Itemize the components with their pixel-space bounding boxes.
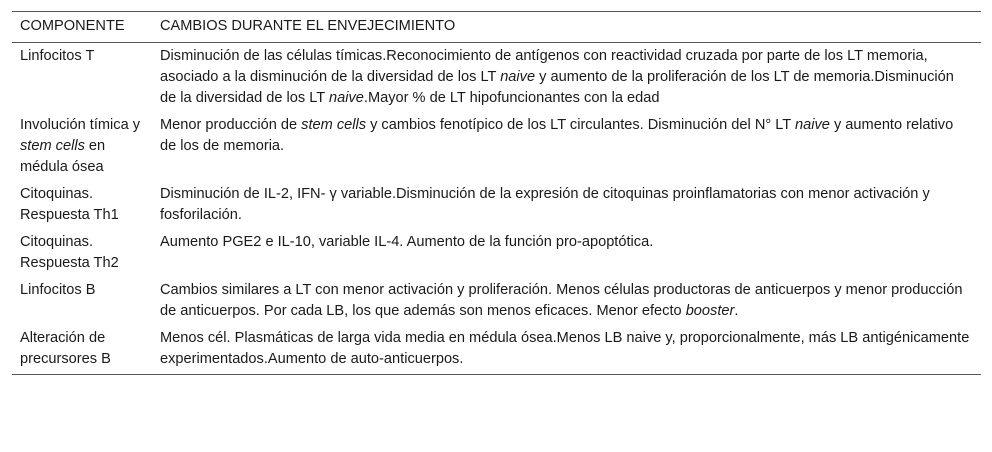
cell-text: .Mayor % de LT hipofuncionantes con la edad — [363, 90, 660, 106]
changes-cell — [152, 111, 981, 180]
table-row — [12, 111, 981, 180]
data-table — [12, 11, 981, 375]
table-row — [12, 324, 981, 375]
cell-text: Cambios similares a LT con menor activación y proliferación. Menos células productoras de anticuerpos y menor producción de anticuerpos. Por cada LB, los que además son menos eficaces. Menor efecto — [160, 282, 963, 319]
cell-text: Citoquinas. Respuesta Th2 — [20, 234, 119, 271]
component-cell — [12, 43, 152, 112]
table-row — [12, 180, 981, 228]
cell-text: en médula ósea — [20, 138, 106, 175]
cell-text: Linfocitos B — [20, 282, 96, 298]
table-row — [12, 276, 981, 324]
italic-text: stem cells — [301, 117, 367, 133]
cell-text: Menos cél. Plasmáticas de larga vida media en médula ósea.Menos LB naive y, proporcionalmente, más LB antigénicamente experimentados.Aumento de auto-anticuerpos. — [160, 330, 970, 367]
changes-cell — [152, 276, 981, 324]
column-header-cambios: CAMBIOS DURANTE EL ENVEJECIMIENTO — [160, 18, 456, 34]
component-cell — [12, 276, 152, 324]
cell-text: Menor producción de — [160, 117, 302, 133]
component-cell — [12, 180, 152, 228]
italic-text: booster — [685, 303, 735, 319]
header-row — [12, 12, 981, 43]
italic-text: stem cells — [20, 138, 85, 154]
italic-text: naive — [500, 69, 536, 85]
component-cell — [12, 228, 152, 276]
table-body — [12, 43, 981, 375]
component-cell — [12, 324, 152, 375]
cell-text: Linfocitos T — [20, 48, 95, 64]
cell-text: Citoquinas. Respuesta Th1 — [20, 186, 119, 223]
cell-text: y aumento relativo de los de memoria. — [160, 117, 954, 154]
changes-cell — [152, 324, 981, 375]
changes-cell — [152, 43, 981, 112]
table-header — [12, 12, 981, 43]
table-row — [12, 43, 981, 112]
cell-text: Aumento PGE2 e IL-10, variable IL-4. Aumento de la función pro-apoptótica. — [160, 234, 654, 250]
changes-cell — [152, 228, 981, 276]
cell-text: Involución tímica y — [20, 117, 141, 133]
cell-text: Alteración de precursores B — [20, 330, 111, 367]
changes-cell — [152, 180, 981, 228]
cell-text: y cambios fenotípico de los LT circulantes. Disminución del N° LT — [366, 117, 796, 133]
column-header-componente: COMPONENTE — [20, 18, 125, 34]
aging-immune-changes-table — [12, 11, 981, 375]
italic-text: naive — [329, 90, 364, 106]
cell-text: . — [734, 303, 739, 319]
component-cell — [12, 111, 152, 180]
italic-text: naive — [795, 117, 830, 133]
cell-text: y aumento de la proliferación de los LT de memoria.Disminución de la diversidad de los LT — [160, 69, 954, 106]
cell-text: Disminución de las células tímicas.Reconocimiento de antígenos con reactividad cruzada por parte de los LT memoria, asociado a la disminución de la diversidad de los LT — [160, 48, 928, 85]
table-row — [12, 228, 981, 276]
cell-text: Disminución de IL-2, IFN- γ variable.Disminución de la expresión de citoquinas proinflamatorias con menor activación y fosforilación. — [160, 186, 930, 223]
